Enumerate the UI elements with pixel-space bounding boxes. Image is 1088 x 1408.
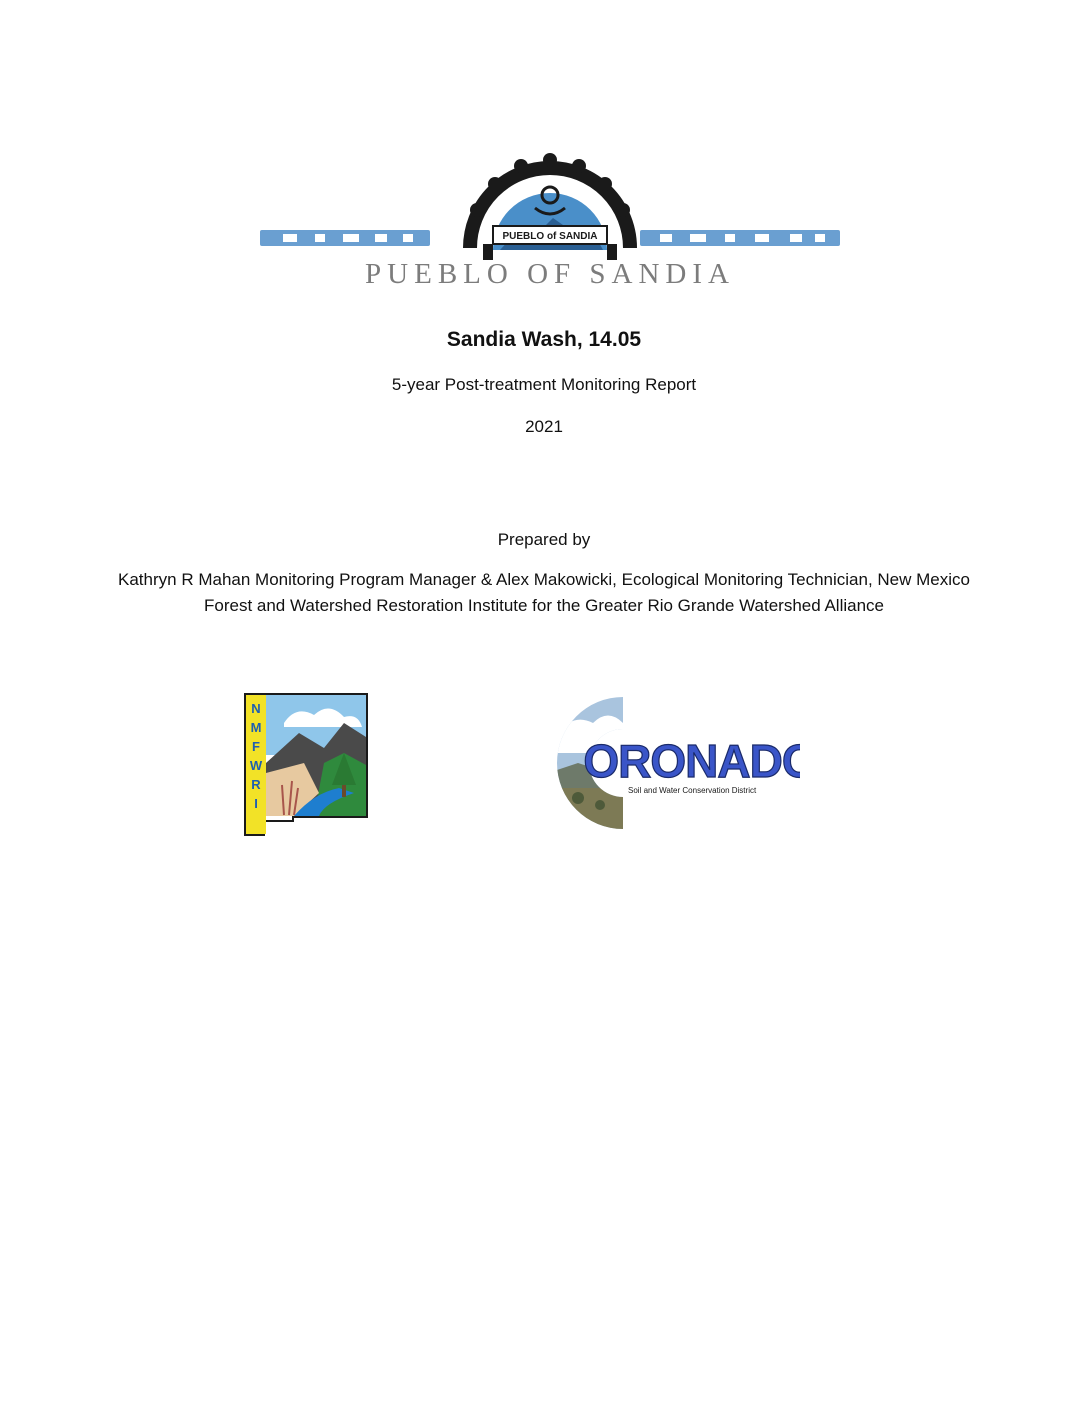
report-subtitle: 5-year Post-treatment Monitoring Report <box>391 375 697 394</box>
nmfwri-letter-i: I <box>254 796 258 811</box>
report-title: Sandia Wash, 14.05 <box>446 328 642 351</box>
nmfwri-letter-w: W <box>249 758 263 773</box>
coronado-tagline: Soil and Water Conservation District <box>628 786 757 795</box>
pueblo-wordmark: PUEBLO OF SANDIA <box>365 258 735 290</box>
coronado-name: ORONADO <box>583 735 800 787</box>
pueblo-seal-text: PUEBLO of SANDIA <box>502 231 598 242</box>
report-year: 2021 <box>525 417 563 436</box>
coronado-logo-icon <box>548 693 800 833</box>
nmfwri-letter-r: R <box>251 777 261 792</box>
pueblo-seal-icon <box>255 150 845 260</box>
coronado-logo <box>548 693 800 833</box>
nmfwri-logo-icon <box>244 693 368 836</box>
authors-text: Kathryn R Mahan Monitoring Program Manager & Alex Makowicki, Ecological Monitoring Technician, New Mexico Forest and Watershed Restoration Institute for the Greater Rio Grande Watershed Alliance <box>118 570 970 615</box>
nmfwri-logo <box>244 693 368 836</box>
nmfwri-letter-n: N <box>251 701 261 716</box>
prepared-by-label: Prepared by <box>497 530 591 549</box>
pueblo-of-sandia-logo <box>255 150 845 295</box>
nmfwri-letter-m: M <box>250 720 262 735</box>
nmfwri-letter-f: F <box>252 739 260 754</box>
